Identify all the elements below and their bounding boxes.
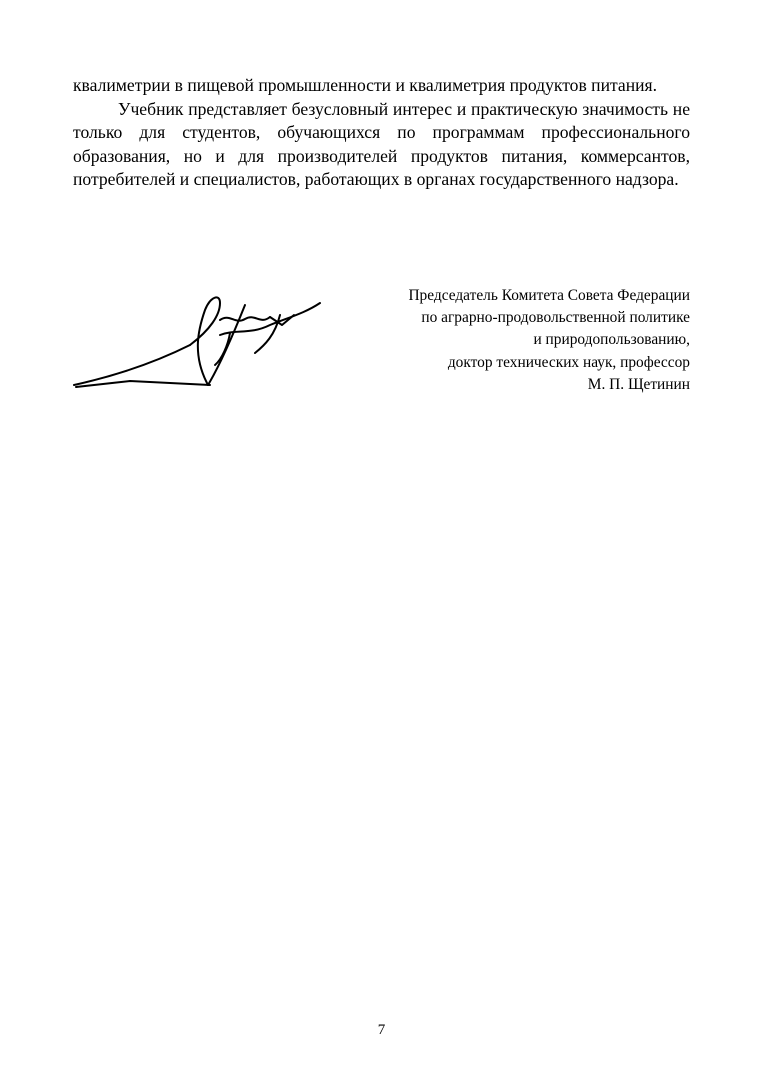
body-text (73, 74, 690, 192)
paragraph-continued: квалиметрии в пищевой промышленности и квалиметрия продуктов питания. (73, 75, 658, 95)
signature-block (330, 285, 690, 396)
page-number: 7 (377, 1022, 386, 1038)
paragraph-textbook-interest: Учебник представляет безусловный интерес и практическую значимость не только для студентов, обучающихся по программам профессионального образования, но и для производителей продуктов питания, коммерсантов, потребителей и специалистов, работающих в органах государственного надзора. (73, 98, 690, 190)
signatory-name: М. П. Щетинин (587, 375, 690, 393)
handwritten-signature (70, 285, 325, 395)
signatory-position: Председатель Комитета Совета Федерации (408, 287, 690, 304)
signatory-committee-cont: и природопользованию, (533, 331, 690, 349)
signatory-committee: по аграрно-продовольственной политике (421, 309, 690, 327)
signatory-degree: доктор технических наук, профессор (447, 353, 690, 371)
